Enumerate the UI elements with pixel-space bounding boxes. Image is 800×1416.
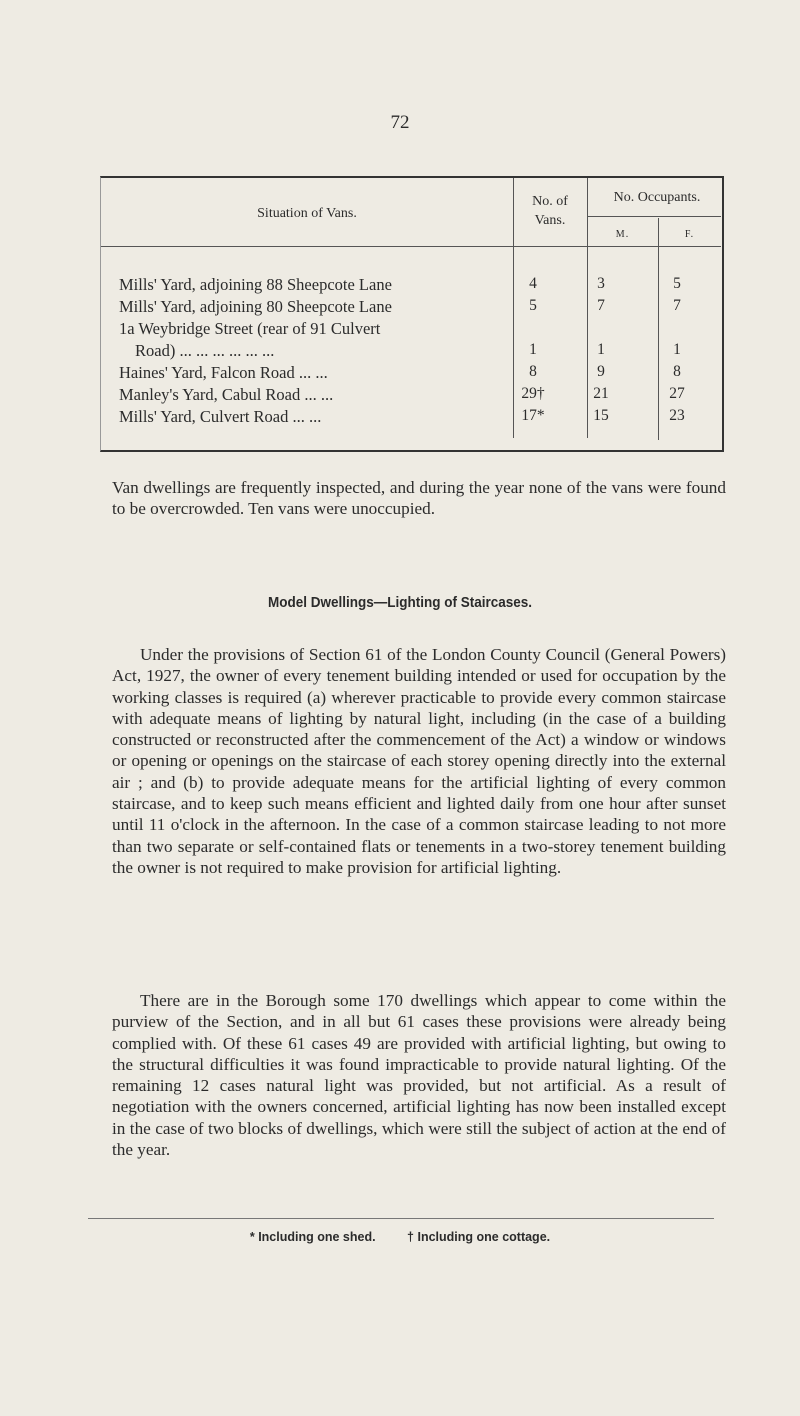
row-vans: 1 xyxy=(529,341,537,358)
row-situation: Mills' Yard, adjoining 88 Sheepcote Lane xyxy=(119,275,392,294)
table-row xyxy=(101,341,721,362)
row-vans: 17* xyxy=(521,407,545,424)
paragraph-borough: There are in the Borough some 170 dwellings which appear to come within the purview of the Section, and in all but 61 cases these provisions were already being complied with. Of these 61 cases 49 are provided with artificial lighting, but owing to the structural difficulties it was found impracticable to provide natural lighting. Of the remaining 12 cases natural light was provided, but not artificial. As a result of negotiation with the owners concerned, artificial lighting has now been installed except in the case of two blocks of dwellings, which were still the subject of action at the end of the year. xyxy=(112,991,726,1160)
row-vans: 5 xyxy=(529,297,537,314)
row-situation: Haines' Yard, Falcon Road ... ... xyxy=(119,363,328,382)
row-vans: 4 xyxy=(529,275,537,292)
table-divider-occupants-sub xyxy=(587,216,721,217)
table-row xyxy=(101,363,721,384)
table-row xyxy=(101,407,721,428)
row-female: 5 xyxy=(673,275,681,292)
row-female: 1 xyxy=(673,341,681,358)
table-row xyxy=(101,275,721,296)
row-vans: 8 xyxy=(529,363,537,380)
row-situation: Manley's Yard, Cabul Road ... ... xyxy=(119,385,334,404)
footnote-cottage: † Including one cottage. xyxy=(407,1230,551,1244)
row-situation: Mills' Yard, Culvert Road ... ... xyxy=(119,407,322,426)
footnote-rule xyxy=(88,1218,714,1219)
row-situation: 1a Weybridge Street (rear of 91 Culvert xyxy=(119,319,381,338)
header-male: M. xyxy=(615,229,630,240)
header-occupants: No. Occupants. xyxy=(613,190,701,205)
table-row xyxy=(101,319,721,340)
row-male: 9 xyxy=(597,363,605,380)
footnotes xyxy=(0,1230,800,1244)
section-heading: Model Dwellings—Lighting of Staircases. xyxy=(267,594,533,611)
table-header-rule xyxy=(101,246,721,247)
header-female: F. xyxy=(684,229,695,240)
row-female: 7 xyxy=(673,297,681,314)
paragraph-provisions: Under the provisions of Section 61 of the London County Council (General Powers) Act, 1927, the owner of every tenement building intended or used for occupation by the working classes is required (a) wherever practicable to provide every common staircase with adequate means of lighting by natural light, including (in the case of a building constructed or reconstructed after the commencement of the Act) a window or windows or opening or openings on the staircase of each storey opening directly into the external air ; and (b) to provide adequate means for the artificial lighting of every common staircase, and to keep such means efficient and lighted daily from one hour after sunset until 11 o'clock in the afternoon. In the case of a common staircase leading to not more than two separate or self-contained flats or tenements in a two-storey tenement building the owner is not required to make provision for artificial lighting. xyxy=(112,645,726,877)
paragraph-vans: Van dwellings are frequently inspected, and during the year none of the vans were found to be overcrowded. Ten vans were unoccupied. xyxy=(112,478,726,519)
vans-table xyxy=(100,176,724,452)
page-number: 72 xyxy=(390,112,410,133)
row-male: 15 xyxy=(593,407,609,424)
row-vans: 29† xyxy=(521,385,545,402)
row-male: 21 xyxy=(593,385,609,402)
table-row xyxy=(101,297,721,318)
table-row xyxy=(101,385,721,406)
row-male: 1 xyxy=(597,341,605,358)
row-male: 7 xyxy=(597,297,605,314)
footnote-shed: * Including one shed. xyxy=(249,1230,376,1244)
header-situation: Situation of Vans. xyxy=(257,206,357,221)
row-situation: Road) ... ... ... ... ... ... xyxy=(135,341,275,360)
header-vans-line2: Vans. xyxy=(534,213,566,228)
header-vans-line1: No. of xyxy=(532,194,568,209)
row-situation: Mills' Yard, adjoining 80 Sheepcote Lane xyxy=(119,297,392,316)
header-vans xyxy=(513,192,587,230)
row-female: 8 xyxy=(673,363,681,380)
row-male: 3 xyxy=(597,275,605,292)
row-female: 23 xyxy=(669,407,685,424)
row-female: 27 xyxy=(669,385,685,402)
